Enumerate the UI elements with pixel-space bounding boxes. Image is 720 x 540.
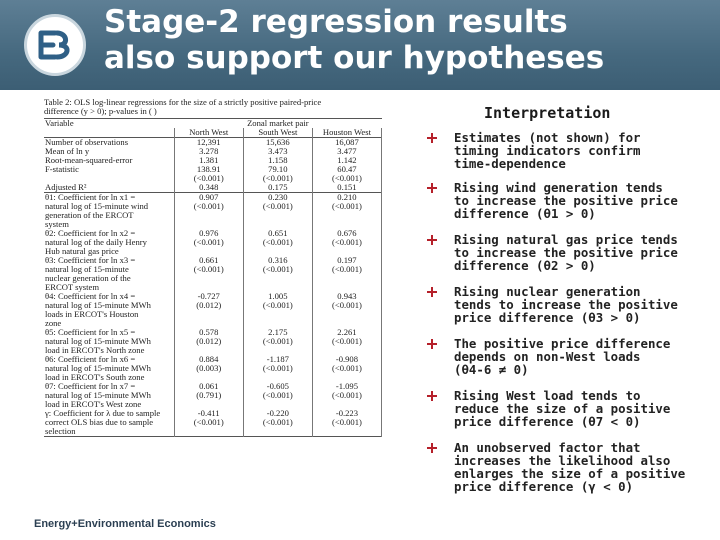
bullet-text [454, 441, 714, 493]
bullet-text-line: difference (θ2 > 0) [454, 258, 596, 273]
row-label-line: selection [45, 427, 76, 436]
plus-icon [426, 286, 438, 298]
table-cell [243, 193, 312, 230]
bullet-text-line: Rising natural gas price tends [454, 232, 678, 247]
row-label-line: θ5: Coefficient for ln x5 = [45, 328, 136, 337]
row-label-line: γ: Coefficient for λ due to sample [45, 409, 161, 418]
row-label [44, 147, 174, 156]
cell-pvalue: (<0.001) [262, 264, 293, 274]
regression-table [44, 118, 382, 437]
row-label-line: natural log of 15-minute [45, 265, 129, 274]
cell-value: 12,391 [196, 137, 221, 147]
cell-pvalue: (<0.001) [262, 363, 293, 373]
group-header: Zonal market pair [247, 118, 309, 128]
column-header-houston-west: Houston West [312, 128, 381, 138]
bullet-text-line: An unobserved factor that [454, 440, 641, 455]
bullet-text [454, 131, 714, 170]
cell-pvalue: (0.791) [196, 390, 222, 400]
cell-pvalue: (<0.001) [262, 390, 293, 400]
cell-pvalue: (<0.001) [262, 201, 293, 211]
row-label [44, 328, 174, 355]
cell-pvalue: (0.012) [196, 336, 222, 346]
row-label-line: loads in ERCOT's Houston [45, 310, 139, 319]
bullet-text-line: (θ4-6 ≠ 0) [454, 362, 529, 377]
table-row [44, 229, 382, 256]
cell-value: 0.578 [199, 327, 219, 337]
plus-icon [426, 442, 438, 454]
row-label [44, 229, 174, 256]
table-cell [243, 256, 312, 292]
bullet-text-line: price difference (θ3 > 0) [454, 310, 641, 325]
row-label-line: load in ERCOT's West zone [45, 400, 142, 409]
table-cell [312, 355, 381, 382]
slide-title-line1: Stage-2 regression results [104, 4, 568, 40]
row-label [44, 292, 174, 328]
variable-header: Variable [45, 118, 74, 128]
bullet-text-line: to increase the positive price [454, 245, 678, 260]
table-caption-line2: difference (y > 0); p-values in ( ) [44, 107, 157, 116]
row-label-line: Hub natural gas price [45, 247, 119, 256]
table-caption [44, 98, 382, 116]
row-label-line: generation of the ERCOT [45, 211, 134, 220]
cell-value: 3.278 [199, 146, 219, 156]
cell-value: -0.223 [335, 408, 359, 418]
row-label [44, 174, 174, 183]
column-header-north-west: North West [174, 128, 243, 138]
bullet-text-line: price difference (θ7 < 0) [454, 414, 641, 429]
table-cell [312, 256, 381, 292]
table-cell [243, 328, 312, 355]
bullet-text-line: reduce the size of a positive [454, 401, 671, 416]
row-label [44, 382, 174, 409]
cell-pvalue: (<0.001) [262, 417, 293, 427]
row-label-line: natural log of 15-minute MWh [45, 364, 151, 373]
cell-value: 0.061 [199, 381, 219, 391]
bullet-text [454, 337, 714, 376]
bullet-text-line: Estimates (not shown) for [454, 130, 641, 145]
table-caption-line1: Table 2: OLS log-linear regressions for the size of a strictly positive paired-price [44, 98, 322, 107]
table-body [44, 138, 382, 437]
bullet-text-line: tends to increase the positive [454, 297, 678, 312]
cell-pvalue: (<0.001) [331, 264, 362, 274]
cell-value: 15,636 [266, 137, 290, 147]
row-label [44, 183, 174, 193]
table-row [44, 256, 382, 292]
bullet-text-line: enlarges the size of a positive [454, 466, 686, 481]
cell-value: -1.095 [335, 381, 359, 391]
slide-header [0, 0, 720, 90]
cell-pvalue: (<0.001) [262, 300, 293, 310]
cell-value: 0.175 [268, 182, 288, 192]
cell-value: 0.907 [199, 192, 219, 202]
row-label-line: Mean of ln y [45, 147, 90, 156]
row-label-line: θ3: Coefficient for ln x3 = [45, 256, 136, 265]
cell-value: 0.943 [337, 291, 357, 301]
cell-value: -0.411 [197, 408, 220, 418]
bullet-text-line: increases the likelihood also [454, 453, 671, 468]
bullet-text [454, 285, 714, 324]
cell-value: -0.727 [197, 291, 220, 301]
cell-value: 60.47 [337, 164, 357, 174]
bullet-text-line: Rising nuclear generation [454, 284, 641, 299]
e3-logo-icon [24, 14, 86, 76]
cell-value: 0.976 [199, 228, 219, 238]
interpretation-title: Interpretation [484, 104, 611, 122]
row-label [44, 355, 174, 382]
slide-title [104, 4, 604, 76]
cell-value: 0.884 [199, 354, 219, 364]
cell-value: 3.473 [268, 146, 288, 156]
plus-icon [426, 234, 438, 246]
row-label [44, 409, 174, 437]
row-label-line: zone [45, 319, 62, 328]
table-cell [243, 355, 312, 382]
row-label-line: natural log of 15-minute MWh [45, 391, 151, 400]
row-label-line: F-statistic [45, 165, 79, 174]
row-label-line: θ2: Coefficient for ln x2 = [45, 229, 136, 238]
table-cell [312, 409, 381, 437]
cell-value: 3.477 [337, 146, 357, 156]
bullet-text [454, 181, 714, 220]
bullet-text-line: difference (θ1 > 0) [454, 206, 596, 221]
cell-value: 79.10 [268, 164, 288, 174]
table-cell [174, 256, 243, 292]
plus-icon [426, 182, 438, 194]
row-label-line: Root-mean-squared-error [45, 156, 133, 165]
row-label-line: natural log of 15-minute wind [45, 202, 149, 211]
row-label-line: ERCOT system [45, 283, 100, 292]
table-row [44, 355, 382, 382]
table-row [44, 292, 382, 328]
row-label [44, 165, 174, 174]
cell-value: 1.381 [199, 155, 219, 165]
row-label-line: θ4: Coefficient for ln x4 = [45, 292, 136, 301]
cell-value: 2.175 [268, 327, 288, 337]
row-label-line: nuclear generation of the [45, 274, 131, 283]
row-label-line: natural log of the daily Henry [45, 238, 147, 247]
cell-pvalue: (0.003) [196, 363, 222, 373]
cell-value: 0.210 [337, 192, 357, 202]
table-cell [312, 382, 381, 409]
row-label-line: load in ERCOT's North zone [45, 346, 145, 355]
cell-pvalue: (<0.001) [331, 201, 362, 211]
row-label-line: correct OLS bias due to sample [45, 418, 154, 427]
row-label-line: natural log of 15-minute MWh [45, 337, 151, 346]
table-cell [174, 355, 243, 382]
cell-value: (<0.001) [331, 173, 362, 183]
cell-pvalue: (<0.001) [331, 363, 362, 373]
bullet-text-line: Rising West load tends to [454, 388, 641, 403]
cell-pvalue: (<0.001) [262, 237, 293, 247]
table-cell [243, 409, 312, 437]
regression-table-panel [44, 98, 382, 504]
cell-pvalue: (0.012) [196, 300, 222, 310]
bullet-text-line: to increase the positive price [454, 193, 678, 208]
table-cell [243, 382, 312, 409]
bullet-text [454, 389, 714, 428]
cell-value: 138.91 [196, 164, 221, 174]
table-cell [243, 292, 312, 328]
table-cell [174, 292, 243, 328]
table-row [44, 409, 382, 437]
cell-value: 0.676 [337, 228, 357, 238]
table-cell [174, 193, 243, 230]
cell-value: 0.230 [268, 192, 288, 202]
cell-value: 1.005 [268, 291, 288, 301]
row-label [44, 156, 174, 165]
cell-value: (<0.001) [193, 173, 224, 183]
cell-value: 0.348 [199, 182, 219, 192]
cell-pvalue: (<0.001) [193, 417, 224, 427]
table-cell [174, 409, 243, 437]
table-cell [312, 229, 381, 256]
column-header-south-west: South West [243, 128, 312, 138]
cell-value: 0.197 [337, 255, 357, 265]
table-cell [174, 229, 243, 256]
table-cell [174, 382, 243, 409]
cell-value: -1.187 [266, 354, 289, 364]
cell-pvalue: (<0.001) [193, 264, 224, 274]
cell-value: 0.316 [268, 255, 288, 265]
cell-pvalue: (<0.001) [193, 237, 224, 247]
bullet-text-line: timing indicators confirm [454, 143, 641, 158]
table-cell [243, 229, 312, 256]
cell-value: 2.261 [337, 327, 357, 337]
row-label [44, 193, 174, 230]
cell-value: -0.908 [335, 354, 359, 364]
cell-pvalue: (<0.001) [262, 336, 293, 346]
plus-icon [426, 132, 438, 144]
bullet-text-line: The positive price difference [454, 336, 671, 351]
bullet-text-line: Rising wind generation tends [454, 180, 663, 195]
row-label [44, 256, 174, 292]
row-label-line: natural log of 15-minute MWh [45, 301, 151, 310]
bullet-text-line: depends on non-West loads [454, 349, 641, 364]
table-cell [174, 328, 243, 355]
cell-pvalue: (<0.001) [331, 237, 362, 247]
cell-pvalue: (<0.001) [331, 300, 362, 310]
table-cell [312, 292, 381, 328]
cell-value: (<0.001) [262, 173, 293, 183]
row-label [44, 138, 174, 148]
plus-icon [426, 338, 438, 350]
bullet-text-line: price difference (γ < 0) [454, 479, 634, 494]
cell-pvalue: (<0.001) [331, 390, 362, 400]
row-label-line: load in ERCOT's South zone [45, 373, 145, 382]
table-row [44, 382, 382, 409]
cell-pvalue: (<0.001) [331, 417, 362, 427]
cell-value: 0.151 [337, 182, 357, 192]
bullet-text [454, 233, 714, 272]
cell-pvalue: (<0.001) [193, 201, 224, 211]
table-cell [312, 328, 381, 355]
cell-value: 0.651 [268, 228, 288, 238]
row-label-line: Adjusted R² [45, 183, 87, 192]
cell-value: 0.661 [199, 255, 219, 265]
row-label-line: θ6: Coefficient for ln x6 = [45, 355, 136, 364]
row-label-line: system [45, 220, 69, 229]
cell-value: -0.220 [266, 408, 289, 418]
cell-value: 1.142 [337, 155, 357, 165]
table-row [44, 328, 382, 355]
row-label-line: θ1: Coefficient for ln x1 = [45, 193, 136, 202]
row-label-line: Number of observations [45, 138, 129, 147]
row-label-line: θ7: Coefficient for ln x7 = [45, 382, 136, 391]
bullet-text-line: time-dependence [454, 156, 566, 171]
cell-pvalue: (<0.001) [331, 336, 362, 346]
slide-title-line2: also support our hypotheses [104, 40, 605, 76]
table-row [44, 193, 382, 230]
cell-value: 16,087 [335, 137, 359, 147]
cell-value: -0.605 [266, 381, 289, 391]
footer-brand: Energy+Environmental Economics [34, 518, 216, 530]
table-cell [312, 193, 381, 230]
plus-icon [426, 390, 438, 402]
cell-value: 1.158 [268, 155, 288, 165]
